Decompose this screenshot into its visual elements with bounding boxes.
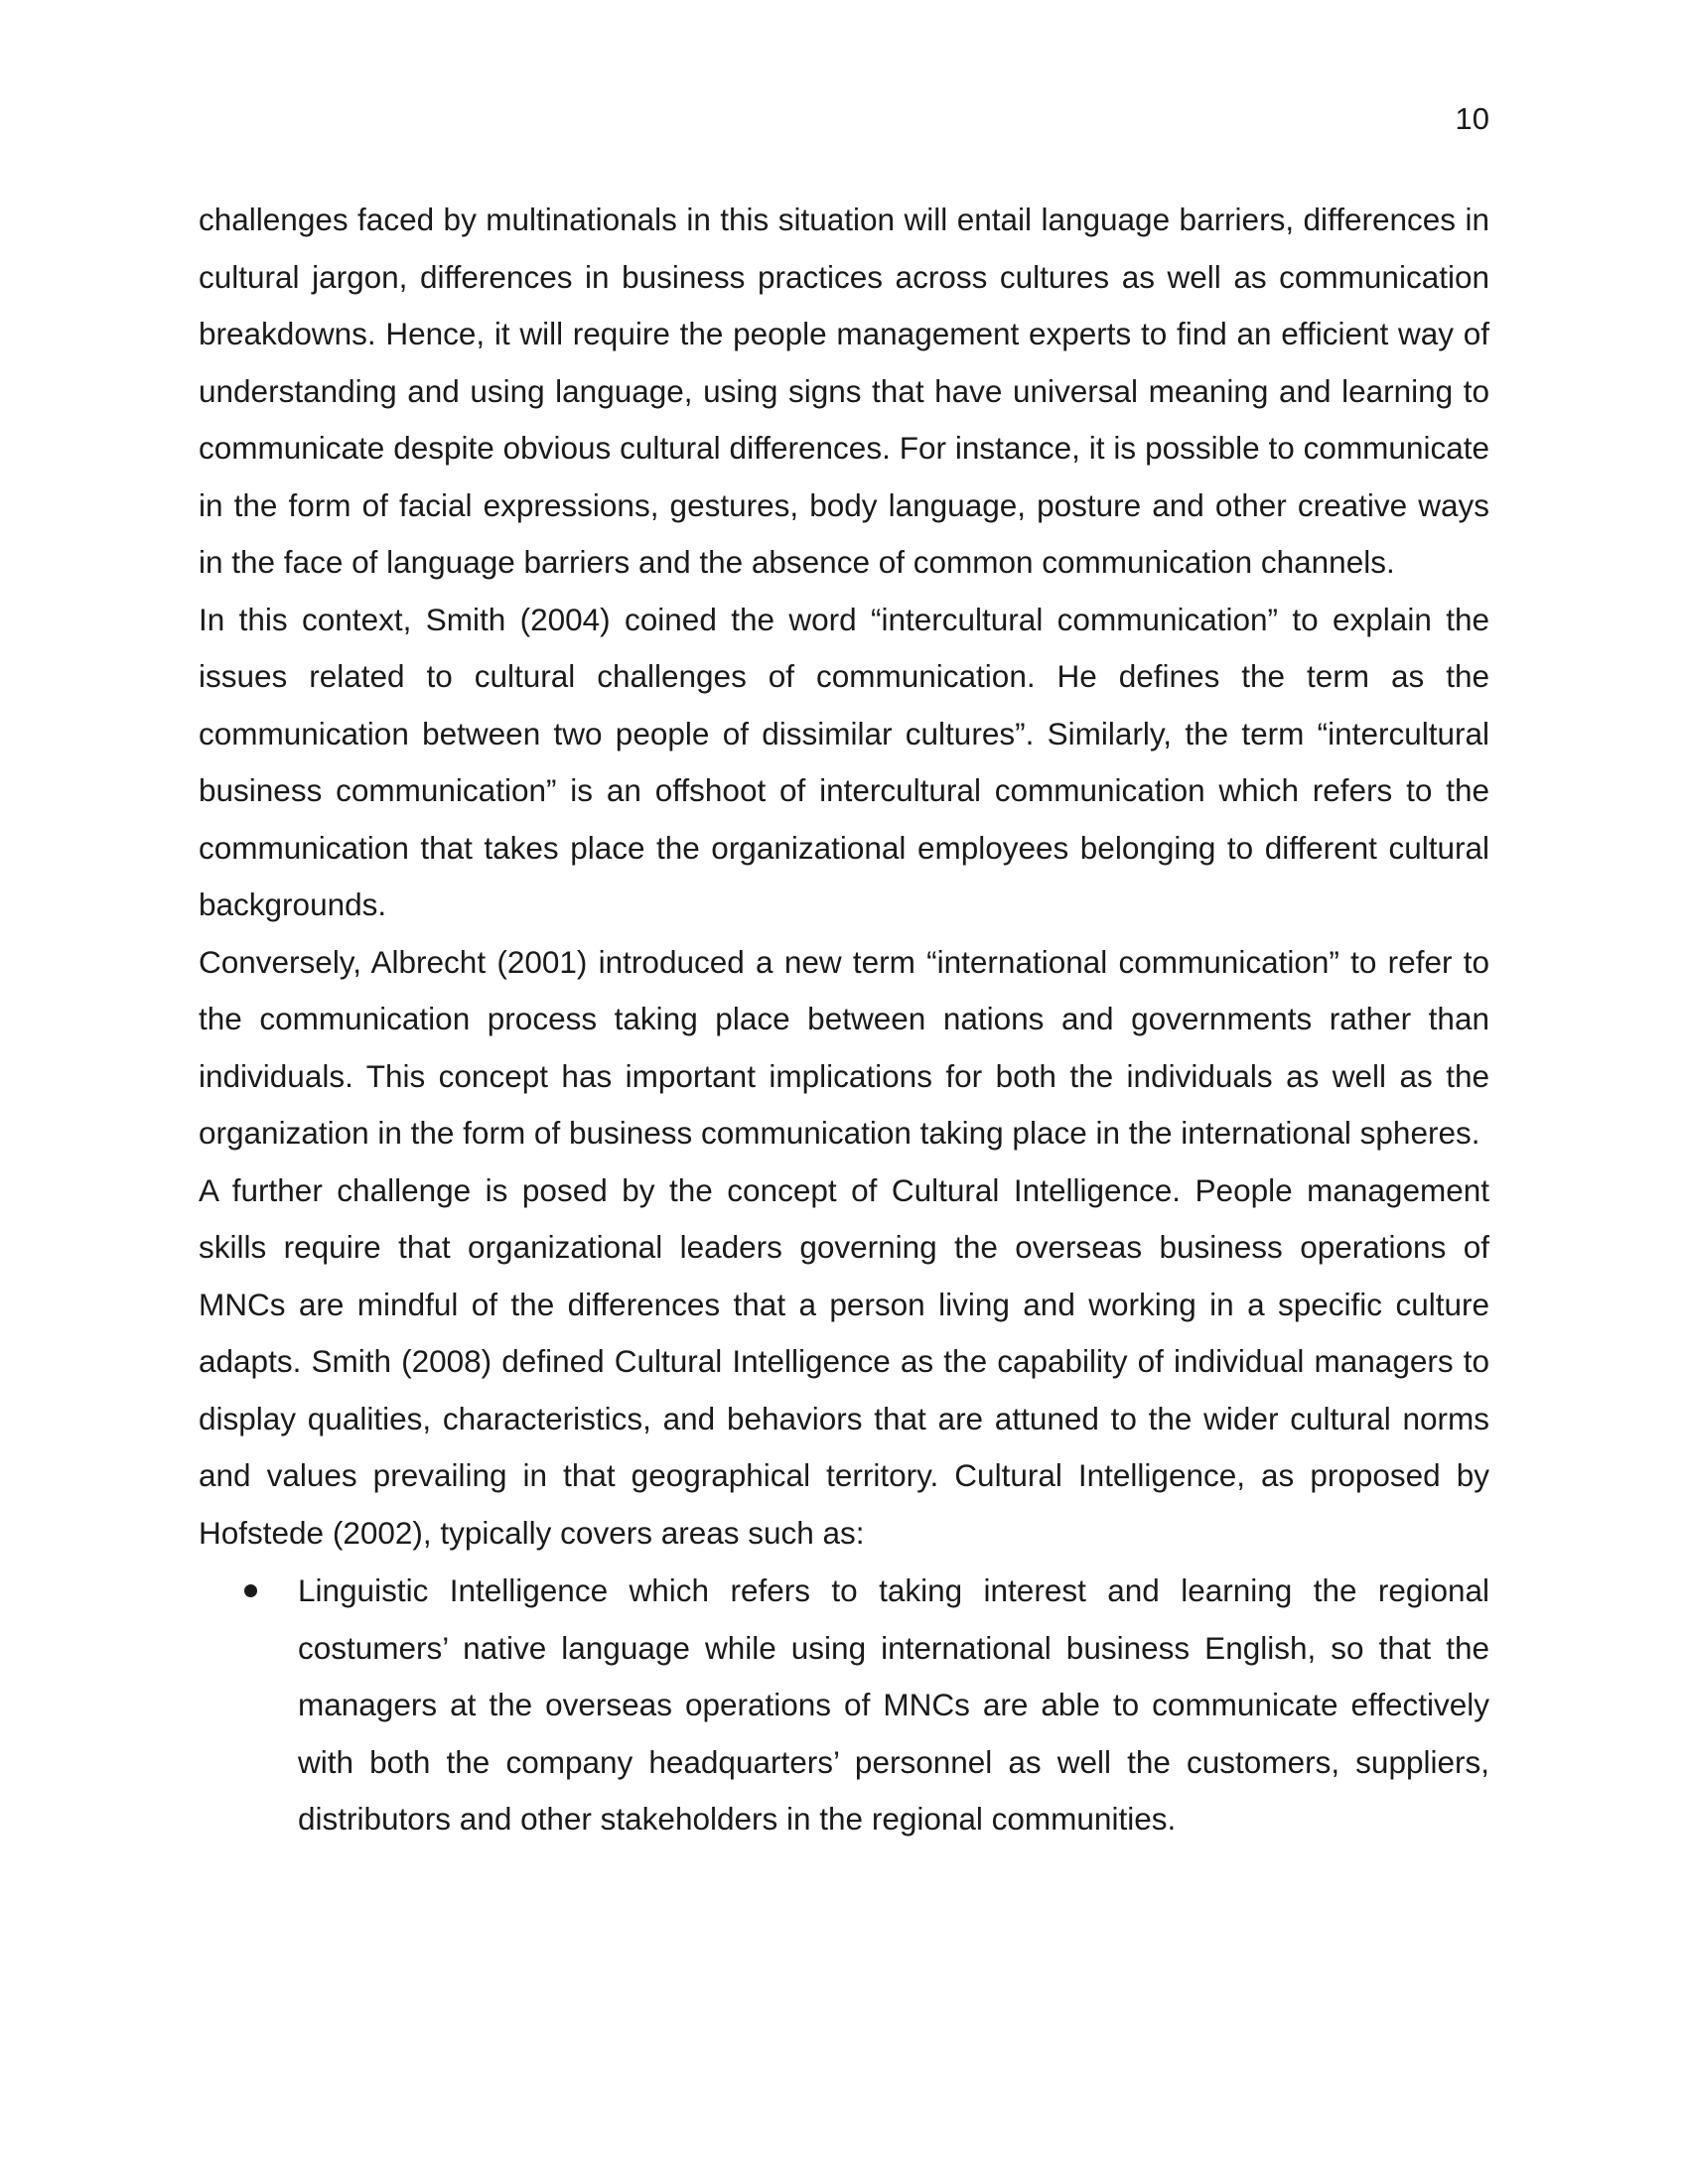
paragraph: Conversely, Albrecht (2001) introduced a new term “international communication” to refer to the communication process taking place between nations and governments rather than individuals. This concept has important implications for both the individuals as well as the organization in the form of business communication taking place in the international spheres. <box>199 943 1489 1151</box>
bullet-list <box>199 1563 1489 1848</box>
bullet-icon <box>244 1584 257 1597</box>
paragraph: In this context, Smith (2004) coined the word “intercultural communication” to explain the issues related to cultural challenges of communication. He defines the term as the communication between two people of dissimilar cultures”. Similarly, the term “intercultural business communication” is an offshoot of intercultural communication which refers to the communication that takes place the organizational employees belonging to different cultural backgrounds. <box>199 601 1489 922</box>
paragraph: A further challenge is posed by the concept of Cultural Intelligence. People management skills require that organizational leaders governing the overseas business operations of MNCs are mindful of the differences that a person living and working in a specific culture adapts. Smith (2008) defined Cultural Intelligence as the capability of individual managers to display qualities, characteristics, and behaviors that are attuned to the wider cultural norms and values prevailing in that geographical territory. Cultural Intelligence, as proposed by Hofstede (2002), typically covers areas such as: <box>199 1171 1489 1551</box>
page-number: 10 <box>1455 101 1489 136</box>
body-text <box>199 192 1489 1848</box>
list-item <box>298 1563 1489 1848</box>
paragraph: challenges faced by multinationals in this situation will entail language barriers, differences in cultural jargon, differences in business practices across cultures as well as communication breakdowns. Hence, it will require the people management experts to find an efficient way of understanding and using language, using signs that have universal meaning and learning to communicate despite obvious cultural differences. For instance, it is possible to communicate in the form of facial expressions, gestures, body language, posture and other creative ways in the face of language barriers and the absence of common communication channels. <box>199 202 1489 580</box>
list-item-text: Linguistic Intelligence which refers to taking interest and learning the regional costumers’ native language while using international business English, so that the managers at the overseas operations of MNCs are able to communicate effectively with both the company headquarters’ personnel as well the customers, suppliers, distributors and other stakeholders in the regional communities. <box>298 1572 1489 1837</box>
